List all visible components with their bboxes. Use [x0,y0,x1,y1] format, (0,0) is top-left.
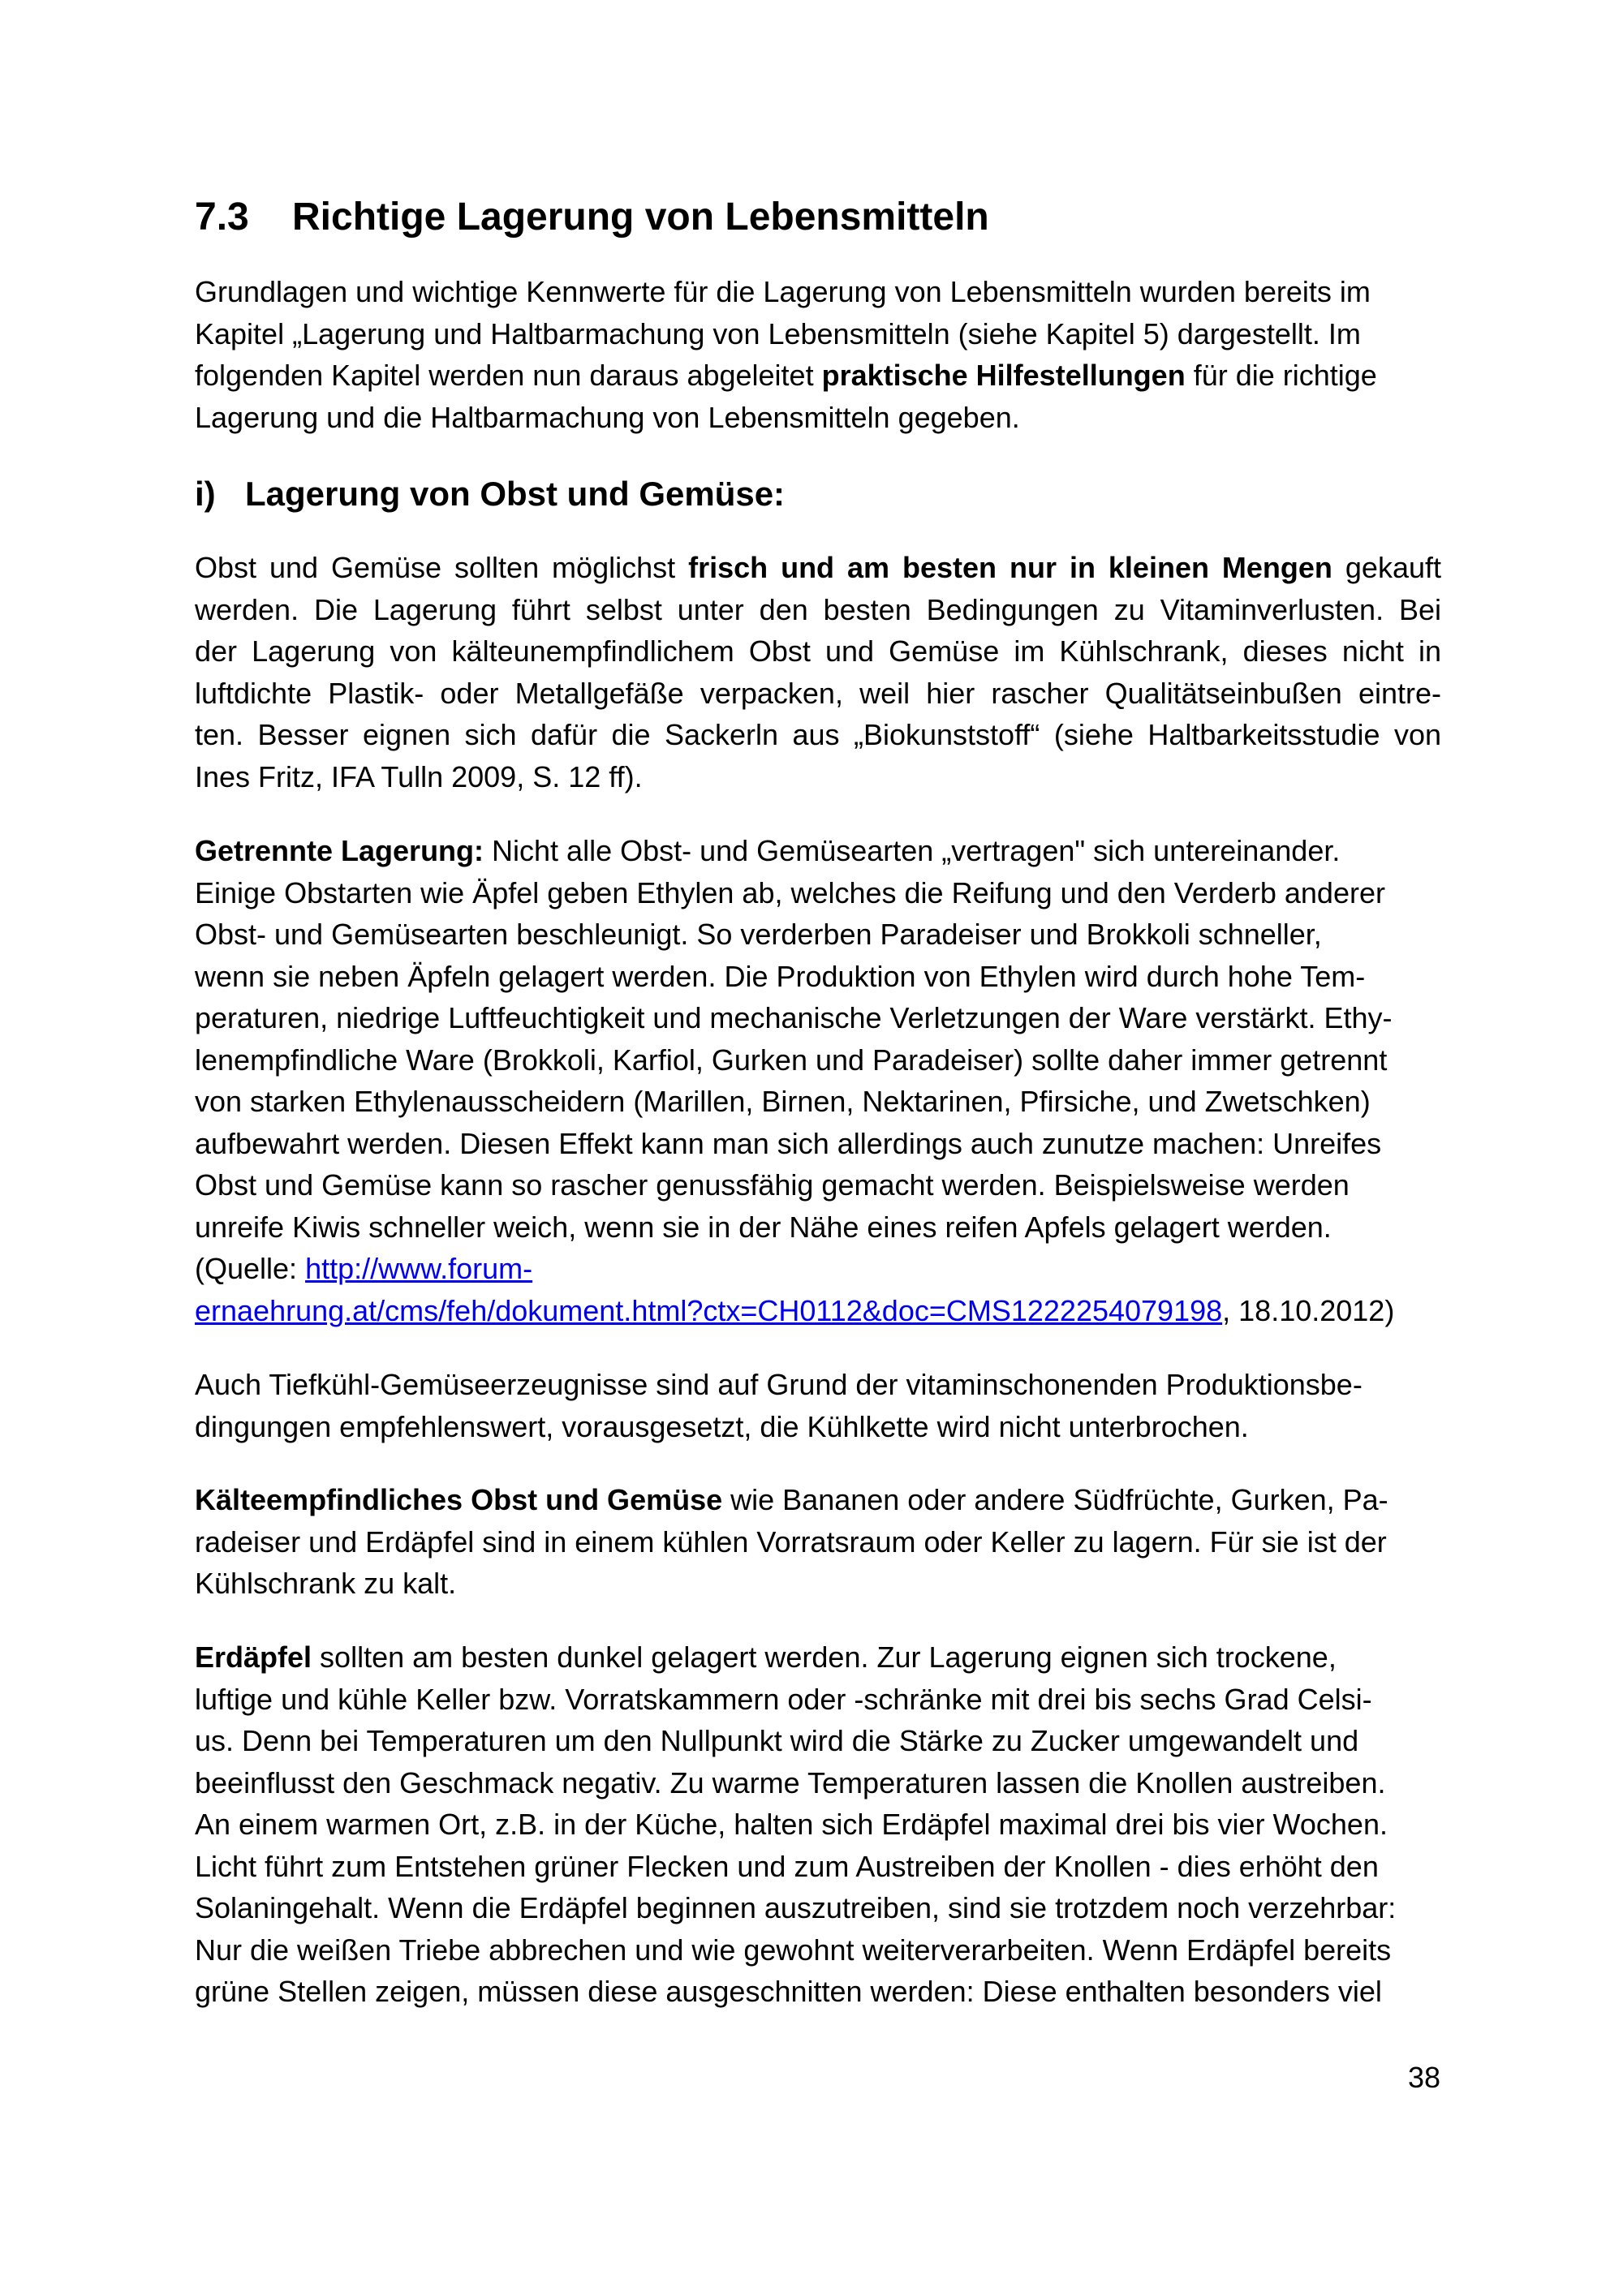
text-segment: lenempfindliche Ware (Brokkoli, Karfiol, Gurken und Paradeiser) sollte daher immer getrennt [195,1043,1388,1077]
text-line [195,1364,1441,1406]
text-line [195,397,1441,439]
section-number: 7.3 [195,196,249,239]
text-segment: ten. Besser eignen sich dafür die Sackerln aus „Biokunststoff“ (siehe Haltbarkeitsstudie von [195,718,1441,751]
text-line [195,1804,1441,1846]
text-segment: Lagerung und die Haltbarmachung von Lebensmitteln gegeben. [195,400,1020,434]
text-line [195,271,1441,313]
text-line [195,1679,1441,1721]
text-segment: Auch Tiefkühl-Gemüseerzeugnisse sind auf Grund der vitaminschonenden Produktionsbe- [195,1368,1363,1401]
text-line [195,1929,1441,1971]
text-segment: us. Denn bei Temperaturen um den Nullpunkt wird die Stärke zu Zucker umgewandelt und [195,1724,1359,1757]
paragraph-fresh-produce [195,547,1441,798]
paragraph-potatoes [195,1636,1441,2013]
text-segment: wie Bananen oder andere Südfrüchte, Gurken, Pa- [722,1483,1388,1516]
text-segment: radeiser und Erdäpfel sind in einem kühlen Vorratsraum oder Keller zu lagern. Für sie ist der [195,1524,1387,1559]
text-segment: Grundlagen und wichtige Kennwerte für die Lagerung von Lebensmitteln wurden bereits im [195,275,1371,308]
text-segment: peraturen, niedrige Luftfeuchtigkeit und mechanische Verletzungen der Ware verstärkt. Ethy- [195,1001,1393,1034]
text-line [195,956,1441,998]
text-segment: Kühlschrank zu kalt. [195,1567,457,1600]
text-line [195,1762,1441,1804]
subsection-title: Lagerung von Obst und Gemüse: [245,475,786,513]
text-line [195,1248,1441,1290]
subsection-number: i) [195,475,216,513]
paragraph-cold-sensitive [195,1479,1441,1605]
text-segment: werden. Die Lagerung führt selbst unter den besten Bedingungen zu Vitaminverlusten. Bei [195,592,1441,626]
paragraph-frozen-vegetables [195,1364,1441,1447]
text-line [195,1846,1441,1888]
paragraph-separate-storage [195,830,1441,1331]
bold-text: frisch und am besten nur in kleinen Mengen [688,551,1332,584]
source-link[interactable]: http://www.forum- [305,1252,533,1285]
text-segment: Licht führt zum Entstehen grüner Flecken und zum Austreiben der Knollen - dies erhöht den [195,1849,1379,1883]
text-line [195,1521,1441,1563]
text-segment: Obst- und Gemüsearten beschleunigt. So verderben Paradeiser und Brokkoli schneller, [195,918,1322,951]
text-line [195,714,1441,756]
bold-text: Erdäpfel [195,1640,312,1674]
text-segment: An einem warmen Ort, z.B. in der Küche, halten sich Erdäpfel maximal drei bis vier Wochen. [195,1808,1388,1841]
text-segment: Obst und Gemüse kann so rascher genussfähig gemacht werden. Beispielsweise werden [195,1168,1350,1202]
text-segment: luftdichte Plastik- oder Metallgefäße verpacken, weil hier rascher Qualitätseinbußen eintre- [195,676,1441,710]
section-title: Richtige Lagerung von Lebensmitteln [292,196,989,239]
text-segment: sollten am besten dunkel gelagert werden. Zur Lagerung eignen sich trockene, [312,1640,1337,1674]
text-line [195,1636,1441,1679]
text-segment: aufbewahrt werden. Diesen Effekt kann man sich allerdings auch zunutze machen: Unreifes [195,1126,1382,1160]
text-line [195,1887,1441,1929]
text-line [195,1290,1441,1332]
text-line [195,1164,1441,1206]
text-line [195,1081,1441,1123]
text-segment: wenn sie neben Äpfeln gelagert werden. Die Produktion von Ethylen wird durch hohe Tem- [195,959,1366,993]
text-segment: (Quelle: [195,1252,306,1285]
text-line [195,1206,1441,1249]
text-line [195,630,1441,673]
bold-text: Kälteempfindliches Obst und Gemüse [195,1483,723,1516]
text-segment: Nicht alle Obst- und Gemüsearten „vertragen" sich untereinander. [484,834,1341,867]
text-line [195,355,1441,397]
text-line [195,872,1441,914]
section-heading [195,195,1441,239]
text-segment: Ines Fritz, IFA Tulln 2009, S. 12 ff). [195,759,643,793]
text-segment: grüne Stellen zeigen, müssen diese ausgeschnitten werden: Diese enthalten besonders viel [195,1975,1382,2008]
text-segment: unreife Kiwis schneller weich, wenn sie in der Nähe eines reifen Apfels gelagert werden. [195,1210,1332,1244]
text-segment: , 18.10.2012) [1222,1293,1395,1327]
text-segment: luftige und kühle Keller bzw. Vorratskammern oder -schränke mit drei bis sechs Grad Celsi- [195,1682,1372,1716]
text-line [195,1971,1441,2013]
text-line [195,1720,1441,1762]
subsection-heading [195,475,1441,514]
text-line [195,1406,1441,1448]
text-line [195,547,1441,589]
text-segment: Kapitel „Lagerung und Haltbarmachung von Lebensmitteln (siehe Kapitel 5) dargestellt. Im [195,316,1361,350]
text-line [195,830,1441,872]
text-segment: Solaningehalt. Wenn die Erdäpfel beginnen auszutreiben, sind sie trotzdem noch verzehrbar: [195,1891,1397,1924]
bold-text: Getrennte Lagerung: [195,834,484,867]
text-line [195,1479,1441,1521]
text-segment: dingungen empfehlenswert, vorausgesetzt, die Kühlkette wird nicht unterbrochen. [195,1409,1249,1443]
text-line [195,1039,1441,1081]
text-line [195,1563,1441,1605]
text-segment: Nur die weißen Triebe abbrechen und wie gewohnt weiterverarbeiten. Wenn Erdäpfel bereits [195,1933,1392,1967]
paragraph-intro [195,271,1441,438]
text-line [195,589,1441,631]
text-segment: folgenden Kapitel werden nun daraus abgeleitet [195,359,822,392]
text-line [195,914,1441,956]
text-segment: der Lagerung von kälteunempfindlichem Obst und Gemüse im Kühlschrank, dieses nicht in [195,634,1441,668]
source-link[interactable]: ernaehrung.at/cms/feh/dokument.html?ctx=CH0112&doc=CMS1222254079198 [195,1293,1223,1327]
text-segment: Einige Obstarten wie Äpfel geben Ethylen ab, welches die Reifung und den Verderb anderer [195,875,1385,909]
text-line [195,313,1441,355]
text-segment: gekauft [1332,551,1441,584]
page-number: 38 [1407,2061,1440,2094]
text-line [195,673,1441,715]
text-line [195,756,1441,798]
text-line [195,997,1441,1039]
text-segment: für die richtige [1185,359,1377,392]
text-segment: beeinflusst den Geschmack negativ. Zu warme Temperaturen lassen die Knollen austreiben. [195,1765,1386,1799]
text-segment: Obst und Gemüse sollten möglichst [195,551,689,584]
text-line [195,1123,1441,1165]
text-segment: von starken Ethylenausscheidern (Marillen, Birnen, Nektarinen, Pfirsiche, und Zwetschken) [195,1085,1371,1118]
bold-text: praktische Hilfestellungen [821,359,1186,392]
